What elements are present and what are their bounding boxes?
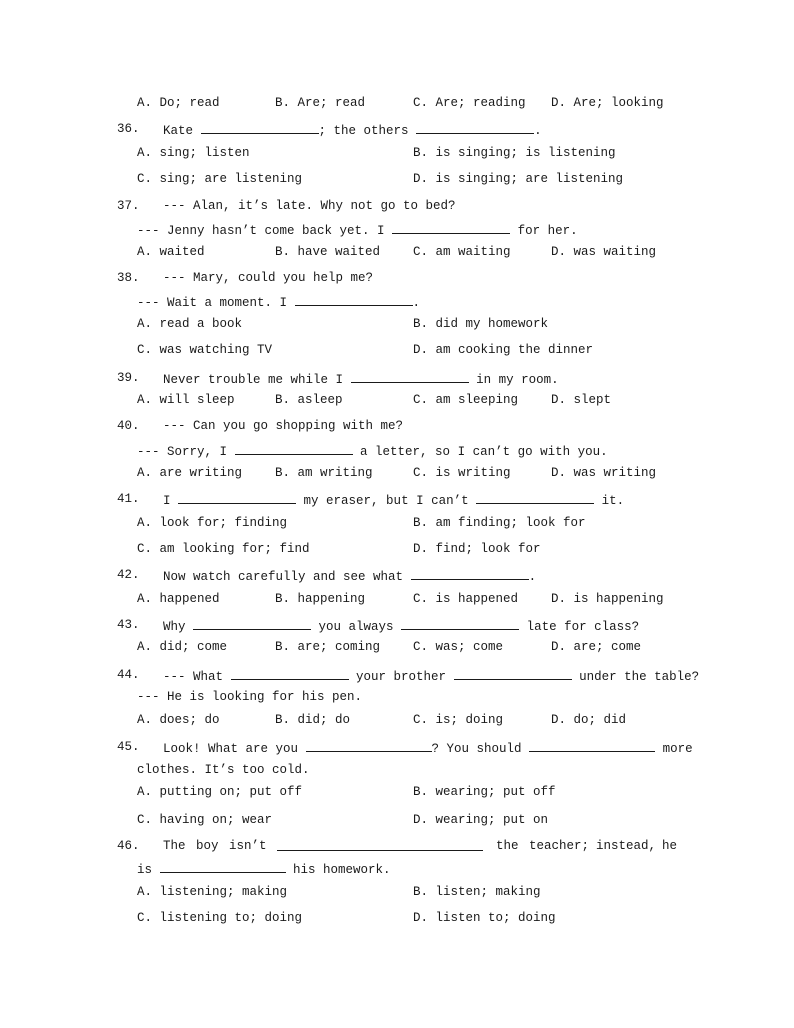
q39-number: 39. (117, 371, 140, 385)
q39-option-d: D. slept (551, 393, 612, 407)
q46-option-a: A. listening; making (137, 885, 288, 899)
q37-option-b: B. have waited (275, 245, 381, 259)
q40-option-c: C. is writing (413, 466, 511, 480)
q41-option-a: A. look for; finding (137, 516, 288, 530)
answer-blank (416, 121, 534, 134)
q46-word: instead, (596, 839, 657, 853)
q45-option-c: C. having on; wear (137, 813, 273, 827)
q38-continuation: --- Wait a moment. I . (137, 293, 420, 311)
q37-option-c: C. am waiting (413, 245, 511, 259)
q39-stem: Never trouble me while I in my room. (163, 370, 559, 388)
q37-option-d: D. was waiting (551, 245, 657, 259)
q37-option-a: A. waited (137, 245, 205, 259)
answer-blank (351, 370, 469, 383)
answer-blank (401, 617, 519, 630)
q35-option-b: B. Are; read (275, 96, 366, 110)
q42-option-a: A. happened (137, 592, 220, 606)
q40-option-d: D. was writing (551, 466, 657, 480)
q42-stem: Now watch carefully and see what . (163, 567, 536, 585)
q38-stem: --- Mary, could you help me? (163, 271, 374, 285)
answer-blank (454, 667, 572, 680)
q38-option-a: A. read a book (137, 317, 243, 331)
q36-number: 36. (117, 122, 140, 136)
q43-option-d: D. are; come (551, 640, 642, 654)
q41-number: 41. (117, 492, 140, 506)
q41-option-b: B. am finding; look for (413, 516, 586, 530)
q46-word: isn’t (229, 839, 267, 853)
answer-blank (306, 739, 432, 752)
answer-blank (411, 567, 529, 580)
q38-option-c: C. was watching TV (137, 343, 273, 357)
q41-option-d: D. find; look for (413, 542, 541, 556)
q45-continuation: clothes. It’s too cold. (137, 763, 310, 777)
q35-option-a: A. Do; read (137, 96, 220, 110)
q43-number: 43. (117, 618, 140, 632)
q39-option-a: A. will sleep (137, 393, 235, 407)
q36-option-a: A. sing; listen (137, 146, 250, 160)
q41-option-c: C. am looking for; find (137, 542, 310, 556)
q42-number: 42. (117, 568, 140, 582)
q44-continuation: --- He is looking for his pen. (137, 690, 363, 704)
q45-number: 45. (117, 740, 140, 754)
q46-word: boy (196, 839, 219, 853)
q43-option-c: C. was; come (413, 640, 504, 654)
q46-word: the (496, 839, 519, 853)
q40-option-b: B. am writing (275, 466, 373, 480)
q38-option-d: D. am cooking the dinner (413, 343, 594, 357)
answer-blank (529, 739, 655, 752)
answer-blank (193, 617, 311, 630)
q44-number: 44. (117, 668, 140, 682)
answer-blank (392, 221, 510, 234)
q45-option-d: D. wearing; put on (413, 813, 549, 827)
q36-option-d: D. is singing; are listening (413, 172, 624, 186)
q46-option-b: B. listen; making (413, 885, 541, 899)
q38-number: 38. (117, 271, 140, 285)
q35-option-c: C. Are; reading (413, 96, 526, 110)
q36-stem: Kate ; the others . (163, 121, 542, 139)
q43-option-a: A. did; come (137, 640, 228, 654)
q46-option-c: C. listening to; doing (137, 911, 303, 925)
answer-blank (235, 442, 353, 455)
q40-stem: --- Can you go shopping with me? (163, 419, 404, 433)
answer-blank (178, 491, 296, 504)
q46-word: teacher; (529, 839, 590, 853)
q46-continuation: is his homework. (137, 860, 391, 878)
answer-blank (201, 121, 319, 134)
q44-stem: --- What your brother under the table? (163, 667, 699, 685)
q45-stem: Look! What are you ? You should more (163, 739, 693, 757)
q43-stem: Why you always late for class? (163, 617, 639, 635)
answer-blank (295, 293, 413, 306)
q42-option-d: D. is happening (551, 592, 664, 606)
q39-option-b: B. asleep (275, 393, 343, 407)
q43-option-b: B. are; coming (275, 640, 381, 654)
answer-blank (160, 860, 286, 873)
q46-option-d: D. listen to; doing (413, 911, 556, 925)
q38-option-b: B. did my homework (413, 317, 549, 331)
q44-option-a: A. does; do (137, 713, 220, 727)
q44-option-c: C. is; doing (413, 713, 504, 727)
q44-option-b: B. did; do (275, 713, 351, 727)
q37-continuation: --- Jenny hasn’t come back yet. I for her. (137, 221, 578, 239)
q46-word: he (662, 839, 678, 853)
q40-option-a: A. are writing (137, 466, 243, 480)
q42-option-c: C. is happened (413, 592, 519, 606)
q42-option-b: B. happening (275, 592, 366, 606)
q45-option-a: A. putting on; put off (137, 785, 303, 799)
q35-option-d: D. Are; looking (551, 96, 664, 110)
q37-stem: --- Alan, it’s late. Why not go to bed? (163, 199, 456, 213)
q46-word: The (163, 839, 186, 853)
q39-option-c: C. am sleeping (413, 393, 519, 407)
q37-number: 37. (117, 199, 140, 213)
q45-option-b: B. wearing; put off (413, 785, 556, 799)
answer-blank (277, 838, 483, 856)
answer-blank (476, 491, 594, 504)
q36-option-c: C. sing; are listening (137, 172, 303, 186)
q46-number: 46. (117, 839, 140, 853)
answer-blank (231, 667, 349, 680)
q36-option-b: B. is singing; is listening (413, 146, 616, 160)
q44-option-d: D. do; did (551, 713, 627, 727)
q41-stem: I my eraser, but I can’t it. (163, 491, 624, 509)
q40-continuation: --- Sorry, I a letter, so I can’t go with you. (137, 442, 608, 460)
q40-number: 40. (117, 419, 140, 433)
